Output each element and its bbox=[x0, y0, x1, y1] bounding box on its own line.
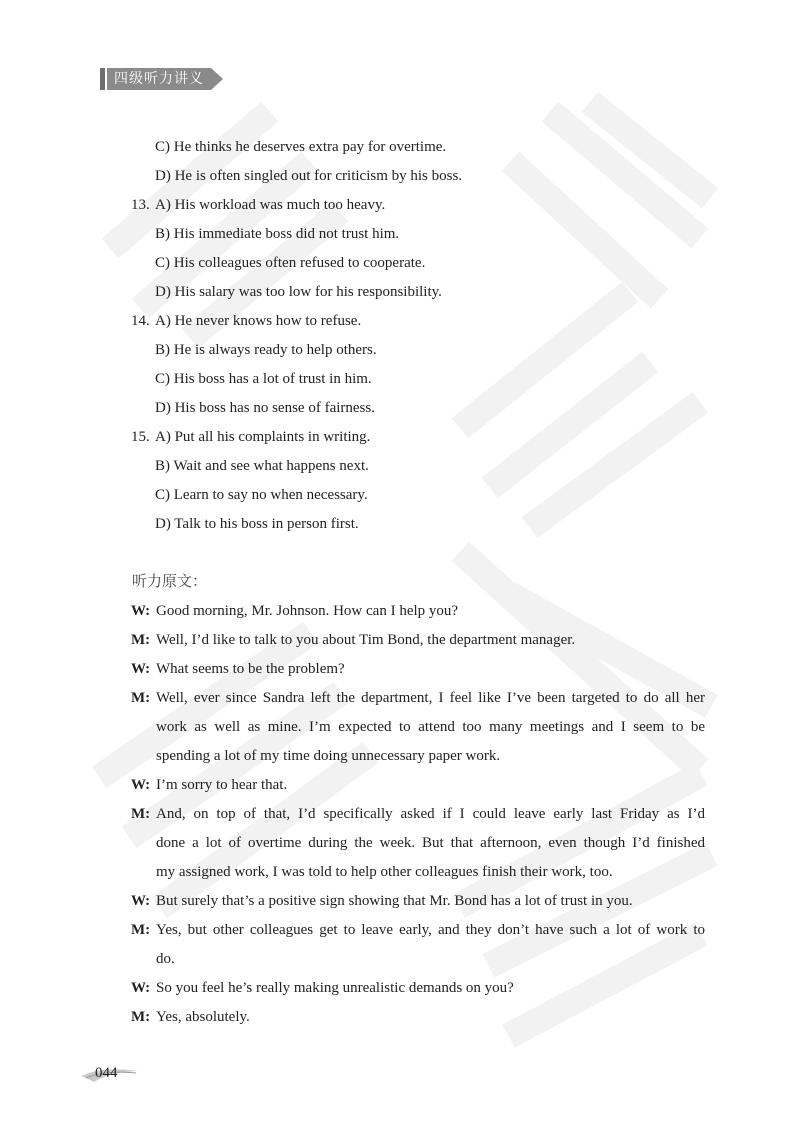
transcript-line: do. bbox=[156, 951, 175, 967]
transcript-line: my assigned work, I was told to help other colleagues finish their work, too. bbox=[156, 864, 613, 880]
q15-option-b: B) Wait and see what happens next. bbox=[155, 458, 369, 474]
q12-option-d: D) He is often singled out for criticism by his boss. bbox=[155, 168, 463, 184]
transcript-line: Well, I’d like to talk to you about Tim Bond, the department manager. bbox=[156, 632, 576, 648]
speaker-label: M: bbox=[131, 806, 151, 822]
transcript-line: work as well as mine. I’m expected to attend too many meetings and I seem to be bbox=[156, 719, 705, 735]
q14-option-c: C) His boss has a lot of trust in him. bbox=[155, 371, 372, 387]
header-tag-arrow bbox=[211, 68, 223, 90]
q15-option-a: A) Put all his complaints in writing. bbox=[155, 429, 371, 445]
speaker-label: M: bbox=[131, 1009, 151, 1025]
header-title: 四级听力讲义 bbox=[114, 71, 204, 87]
question-number-15: 15. bbox=[131, 429, 150, 445]
transcript-line: Good morning, Mr. Johnson. How can I help you? bbox=[156, 603, 459, 619]
speaker-label: W: bbox=[131, 777, 151, 793]
speaker-label: M: bbox=[131, 690, 151, 706]
transcript-title: 听力原文： bbox=[132, 572, 208, 590]
transcript-line: Well, ever since Sandra left the department, I feel like I’ve been targeted to do all her bbox=[156, 690, 705, 706]
q15-option-c: C) Learn to say no when necessary. bbox=[155, 487, 368, 503]
page-number: 044 bbox=[95, 1065, 118, 1081]
page-number-badge bbox=[80, 1062, 140, 1084]
speaker-label: M: bbox=[131, 632, 151, 648]
speaker-label: W: bbox=[131, 603, 151, 619]
speaker-label: M: bbox=[131, 922, 151, 938]
header-accent-bar bbox=[100, 68, 105, 90]
q14-option-a: A) He never knows how to refuse. bbox=[155, 313, 362, 329]
transcript-line: Yes, but other colleagues get to leave early, and they don’t have such a lot of work to bbox=[156, 922, 705, 938]
transcript-line: So you feel he’s really making unrealistic demands on you? bbox=[156, 980, 514, 996]
section-header-tag bbox=[100, 68, 224, 90]
transcript-line: What seems to be the problem? bbox=[156, 661, 345, 677]
q13-option-b: B) His immediate boss did not trust him. bbox=[155, 226, 400, 242]
q12-option-c: C) He thinks he deserves extra pay for overtime. bbox=[155, 139, 447, 155]
transcript-line: done a lot of overtime during the week. But that afternoon, even though I’d finished bbox=[156, 835, 705, 851]
q13-option-d: D) His salary was too low for his responsibility. bbox=[155, 284, 442, 300]
speaker-label: W: bbox=[131, 661, 151, 677]
q13-option-a: A) His workload was much too heavy. bbox=[155, 197, 386, 213]
q15-option-d: D) Talk to his boss in person first. bbox=[155, 516, 359, 532]
question-number-13: 13. bbox=[131, 197, 150, 213]
speaker-label: W: bbox=[131, 893, 151, 909]
transcript-line: I’m sorry to hear that. bbox=[156, 777, 288, 793]
q14-option-d: D) His boss has no sense of fairness. bbox=[155, 400, 375, 416]
transcript-line: Yes, absolutely. bbox=[156, 1009, 250, 1025]
transcript-line: And, on top of that, I’d specifically asked if I could leave early last Friday as I’d bbox=[156, 806, 705, 822]
speaker-label: W: bbox=[131, 980, 151, 996]
transcript-line: spending a lot of my time doing unnecessary paper work. bbox=[156, 748, 501, 764]
transcript-line: But surely that’s a positive sign showing that Mr. Bond has a lot of trust in you. bbox=[156, 893, 633, 909]
q14-option-b: B) He is always ready to help others. bbox=[155, 342, 377, 358]
question-number-14: 14. bbox=[131, 313, 150, 329]
q13-option-c: C) His colleagues often refused to cooperate. bbox=[155, 255, 426, 271]
